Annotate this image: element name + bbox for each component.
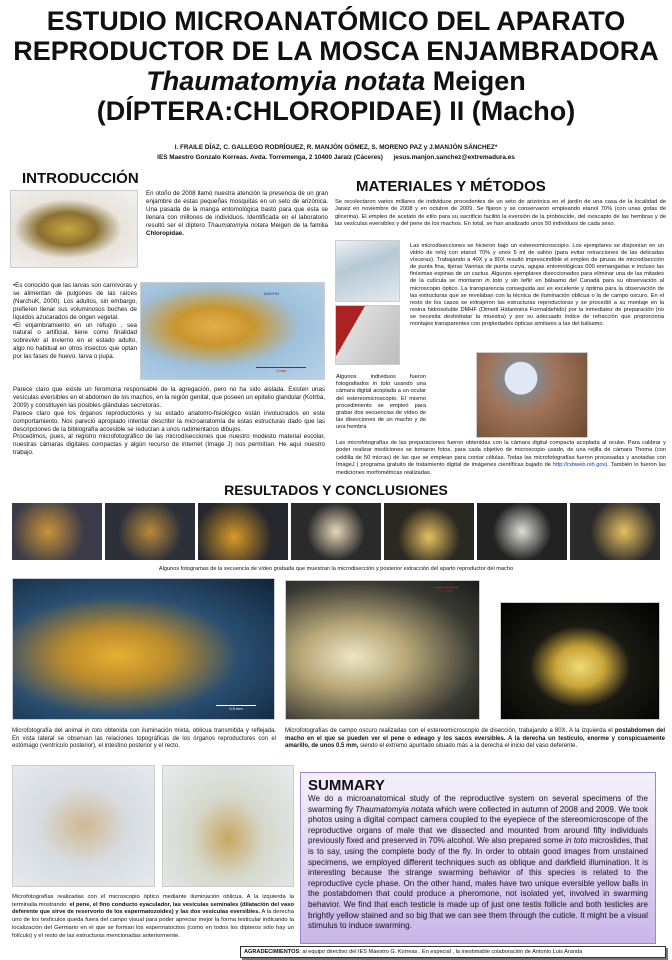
ack-text: : al equipo directivo del IES Maestro G. Korreas . En especial , la inestimable colaboración de Antonio Luis Aranda bbox=[299, 949, 583, 955]
text: Microfotografía del animal bbox=[12, 728, 85, 734]
species-name: Thaumatomyia notata bbox=[146, 66, 426, 96]
text: in toto bbox=[565, 836, 588, 846]
text: el pene, el fino conducto eyaculador, las vesículas seminales (dilatación del vaso deferente que sirve de reservorio de los espermatozoides) y las dos vesículas eversibles. bbox=[12, 901, 294, 916]
video-frame bbox=[384, 503, 474, 560]
postabdomen-darkfield-photo bbox=[285, 580, 480, 720]
text: siendo el extremo apuntado situado más a la derecha el inicio del vaso deferente. bbox=[358, 743, 578, 750]
testicle-micrograph bbox=[162, 765, 294, 887]
scale-bar: 0.5 mm bbox=[216, 705, 256, 711]
dissection-tools-photo bbox=[335, 240, 400, 302]
ack-label: AGRADECIMIENTOS bbox=[244, 949, 300, 955]
caption-fly-micrograph bbox=[12, 728, 276, 751]
text: ). También lo fueron las mediciones morfométricas realizadas. bbox=[336, 462, 667, 476]
text: usando una cámara digital acoplada a un ocular del estereomicroscopio. El mismo procedimiento se empleó para grabar dos secuencias de vídeo de las disecciones de un macho y de una hembra bbox=[336, 381, 427, 431]
video-frame bbox=[570, 503, 660, 560]
methods-paragraph-2 bbox=[410, 243, 664, 328]
scale-bar: 0.2 mm bbox=[433, 587, 459, 593]
text: microslides, that is to say, using the complete body of the fly. In order to obtain good images from unstained specimens, we employed different techniques such as oblique and darkfield illumination. It is interesting because the strange swarming behavior of this species is related to the reproductive cycle phase. On the other hand, males have two unique eversible yellow balls in the postabdomen that could produce a pheromone, not isolated yet, involved in swarming behavior. We find that each testicle is made up of just one testis follicle and both testicles are brightly yellow stained and so big that we can see them through the cuticle. It might be a visual stimulus to induce swarming. bbox=[308, 836, 648, 931]
caption-darkfield bbox=[285, 728, 665, 751]
paragraph: Parece claro que existe un feromona responsable de la agregación, pero no ha sido aislada. Existen unas vesículas eversibles en el abdomen de los machos, en la región genital, que poseen un epitelio glandular (Kotrba, 2009) y constituyen las posibles glándulas secretoras. bbox=[13, 386, 325, 409]
intro-bullets bbox=[13, 282, 137, 361]
fly-photo-small bbox=[10, 190, 138, 268]
authors-block bbox=[0, 143, 672, 163]
text: postabdomen del macho en el que se pueden ver el pene o edeago y los sacos eversibles. A la derecha un testículo, enorme y conspicuamente amarillo, de unos 0.5 mm, bbox=[285, 728, 665, 750]
image-label: MACHO bbox=[264, 291, 279, 296]
video-frame bbox=[105, 503, 195, 560]
text: Algunos individuos fueron fotografiados bbox=[336, 374, 426, 388]
affiliation-line bbox=[0, 153, 672, 163]
methods-paragraph-4 bbox=[336, 440, 666, 477]
imagej-link[interactable]: http://rsbweb.nih.gov bbox=[552, 462, 606, 469]
slides-photo bbox=[335, 305, 400, 365]
text: obtenida con iluminación mixta, oblicua transmitida y reflejada. En vista lateral se observan las relaciones topográficas de los órganos reproductores con el estómago (ventrículo posterior), el intestino posterior y el recto. bbox=[12, 728, 276, 750]
testicle-darkfield-photo bbox=[500, 602, 660, 720]
terminalia-micrograph bbox=[12, 765, 155, 887]
fly-photo-male bbox=[140, 282, 325, 380]
fly-in-toto-micrograph bbox=[12, 578, 275, 720]
summary-text bbox=[308, 794, 648, 932]
video-frame bbox=[198, 503, 288, 560]
bullet: •Es conocido que las larvas son carnívoras y se alimentan de pulgones de las raíces (NarchuK, 2000). Los adultos, sin embargo, prefieren llenar sus voluminosos buches de líquidos azucarados de origen vegetal. bbox=[13, 282, 137, 321]
text: Microfotografías realizadas con el microscopio óptico mediante iluminación oblicua. A la izquierda la terminalia mostrando: bbox=[12, 894, 294, 908]
contact-email[interactable]: jesus.manjon.sanchez@extremadura.es bbox=[393, 154, 515, 161]
video-frame bbox=[291, 503, 381, 560]
affiliation: IES Maestro Gonzalo Korreas. Avda. Torremenga, 2 10400 Jaraíz (Cáceres) bbox=[157, 154, 383, 161]
intro-heading: INTRODUCCIÓN bbox=[22, 170, 139, 187]
paragraph: Procedimos, pues, al registro microfotográfico de las microdisecciones que nuestro modesto material escolar, nuestras cámaras digitales compactas y algún recurso de internet (Image J) nos permitían. He aquí nuestro trabajo. bbox=[13, 433, 325, 457]
text: Thaumatomyia notata bbox=[207, 221, 269, 229]
text: Meigen de la familia bbox=[268, 221, 328, 229]
video-frame bbox=[12, 503, 102, 560]
text: Las microfotografías de las preparaciones fueron obtenidas con la cámara digital compacta acoplada al ocular. Para calibrar y poder realizar mediciones se tomaron fotos, para cada objetivo de microscopio usado, de una rejilla de cámara Thoma (con celdilla de 50 micras) de las que se emplean para contar células. Todas las microfotografías fueron procesadas y anotadas con ImageJ ( programa gratuito de tratamiento digital de imágenes científicas bajado de bbox=[336, 440, 666, 469]
author-name: Meigen bbox=[425, 66, 526, 96]
text: y sin teñir en bálsamo del Canadá para su observación al microscopio óptico. La transparencia conseguida así es excelente y óptima para la observación de las estructuras que se revelaban con la técnica de iluminación oblicua o la de campo oscuro. En el resto de los casos se extrajeron las estructuras reproductoras y se procedió a su montaje en la resina hidrosoluble DMHF (Dimetil Hidantoina Formaldehido) por la inmediatez de preparación (no se necesita deshidratar la muestra) y por su adecuado índice de refracción que proporciona montajes transparentes con propiedades ópticas similares a las del bálsamo. bbox=[410, 278, 664, 328]
title-line-3 bbox=[0, 66, 672, 96]
summary-box bbox=[300, 772, 656, 944]
text: Chloropidae. bbox=[146, 229, 184, 237]
results-heading: RESULTADOS Y CONCLUSIONES bbox=[224, 482, 448, 498]
camera-on-microscope-photo bbox=[476, 352, 588, 438]
video-frame bbox=[477, 503, 567, 560]
title-line-4: (DÍPTERA:CHLOROPIDAE) II (Macho) bbox=[96, 96, 576, 126]
text: in toto bbox=[485, 278, 503, 285]
text: Microfotografías de campo oscuro realizadas con el estereomicroscopio de disección, trabajando a 80X. A la izquierda el bbox=[285, 728, 615, 734]
title-line-1: ESTUDIO MICROANATÓMICO DEL APARATO bbox=[46, 6, 626, 36]
strip-caption: Algunos fotogramas de la secuencia de vídeo grabada que muestran la microdisección y posterior extracción del aparto reproductor del macho bbox=[158, 566, 514, 572]
methods-heading: MATERIALES Y MÉTODOS bbox=[356, 178, 546, 195]
text: in toto bbox=[372, 381, 391, 388]
text: En otoño de 2008 llamó nuestra atención la presencia de un gran enjambre de estas pequeñas mosquitas en un seto de arizónica. Una pasada de la manga entomológica bastó para que esta se llenara con millones de individuos. Identificada en el laboratorio resultó ser el díptero bbox=[146, 190, 328, 229]
intro-paragraph-1 bbox=[146, 190, 328, 237]
text: Thaumatomyia notata bbox=[355, 804, 434, 814]
title-line-2: REPRODUCTOR DE LA MOSCA ENJAMBRADORA bbox=[13, 36, 659, 66]
text: We do a microanatomical study of the reproductive system on several specimens of the swarming fly bbox=[308, 794, 648, 814]
acknowledgements-box bbox=[240, 946, 666, 958]
text: in toto bbox=[84, 728, 103, 734]
summary-heading: SUMMARY bbox=[308, 777, 385, 794]
poster-title bbox=[0, 6, 672, 126]
scale-bar: 1 mm bbox=[256, 367, 306, 373]
paragraph: Parece claro que los órganos reproductores y su estado anatomo-fisiológico están involucrados en este comportamiento. Nos pareció apropiado intentar describir la microanatomía de estas estructuras dado que las descripciones de la bibliografía accesible se reducían a unos rudimentarios dibujos. bbox=[13, 409, 325, 433]
intro-paragraphs bbox=[13, 386, 325, 457]
text: which were collected in autumn of 2008 and 2009. We took photos using a digital compact camera coupled to the eyepiece of the stereomicroscope of the reproductive organs of male that we dissected and mounted from around fifty individuals previously fixed and preserved in 70% alcohol. We also prepared some bbox=[308, 804, 648, 846]
bullet: •El enjambramiento en un refugio , sea natural o artificial, tiene como finalidad sobrevivir al invierno en el estado adulto, algo no habitual en otros insectos que optan por las fases de huevo, larva o pupa. bbox=[13, 321, 137, 361]
methods-paragraph-1: Se recolectaron varios millares de individuos procedentes de un seto de arizónica en el jardín de una casa de la localidad de Jaraíz en noviembre de 2008 y en octubre de 2009. Se fijaron y se conservaron empleando etanol 70% (con unas gotas de glicerina). El empleo de acetato de etilo para su sacrificio facilitó la eversión de la probóscide, del oviscapto de las hembras y de las vesículas eversibles y del pene de los machos. En total, se han analizado unos 50 individuos de cada sexo. bbox=[335, 199, 666, 227]
caption-optical-micrographs bbox=[12, 894, 294, 940]
video-frames-strip bbox=[12, 503, 660, 560]
author-names: I. FRAILE DÍAZ, C. GALLEGO RODRÍGUEZ, R. MANJÓN GÓMEZ, S. MORENO PAZ y J.MANJÓN SÁNCHEZ* bbox=[174, 144, 498, 151]
text: A la derecha uno de los testículos queda fuera del campo visual para poder apreciar mejor la forma testicular indicando la localización del Germario en el que se forman los espermatocitos (como en todos los dípteros sólo hay un folículo) y el resto de las estructuras mencionadas anteriormente. bbox=[12, 909, 294, 939]
text: Las microdisecciones se hicieron bajo un estereomicroscopio. Los ejemplares se disponían en un vidrio de reloj con etanol 70% y unos 5 ml de salino (para evitar retracciones de las delicadas vísceras). Trabajando a 40X y a 80X resultó imprescindible el empleo de pinzas de microdisección de punta fina, tijeras Vannas de punta curva, agujas entomológicas 000 enmangadas e incluso las finísimas espinas de un cactus. Algunos ejemplares diseccionados para eliminar una de las mitades de la cutícula se montaron bbox=[410, 243, 664, 285]
methods-paragraph-3 bbox=[336, 374, 426, 432]
